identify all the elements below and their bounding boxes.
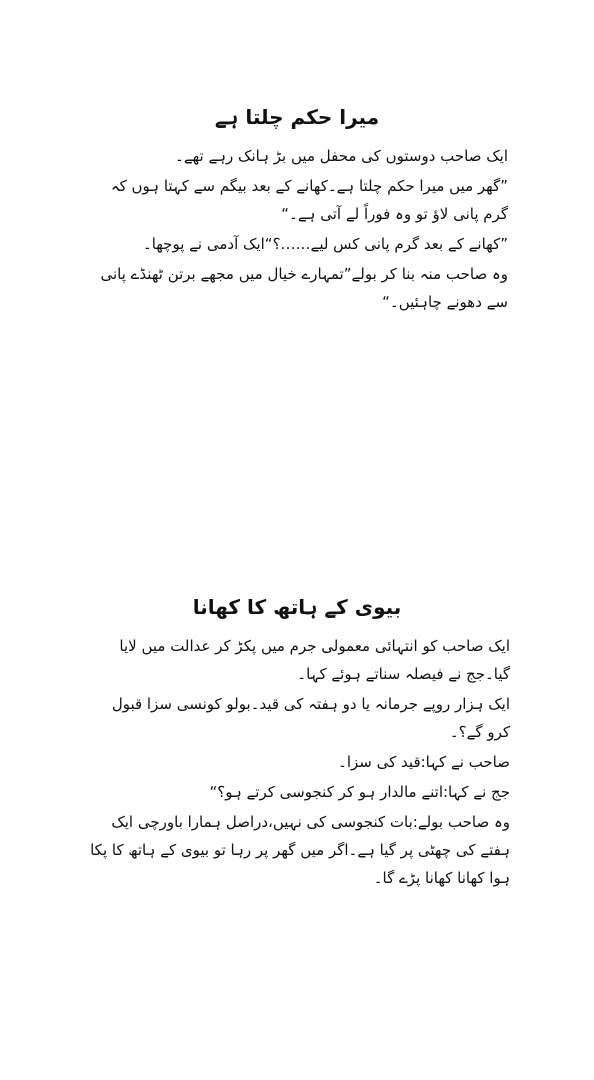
story-title: بیوی کے ہاتھ کا کھانا bbox=[192, 595, 402, 619]
story-paragraph: جج نے کہا:اتنے مالدار ہو کر کنجوسی کرتے ہو؟“ bbox=[209, 783, 510, 801]
story-paragraph: ایک صاحب کو انتہائی معمولی جرم میں پکڑ کر عدالت میں لایا گیا۔جج نے فیصلہ سناتے ہوئے کہا۔ bbox=[119, 637, 510, 683]
story-paragraph: ایک ہزار روپے جرمانہ یا دو ہفتہ کی قید۔بولو کونسی سزا قبول کرو گے؟۔ bbox=[111, 695, 510, 741]
story-biwi-ka-khana bbox=[0, 590, 594, 892]
story-paragraph: وہ صاحب بولے:بات کنجوسی کی نہیں،دراصل ہمارا باورچی ایک ہفتے کی چھٹی پر گیا ہے۔اگر میں گھر پر رہا تو بیوی کے ہاتھ کا پکا ہوا کھانا کھانا پڑے گا۔ bbox=[90, 813, 510, 887]
story-mera-hukm bbox=[0, 100, 594, 316]
story-paragraph: وہ صاحب منہ بنا کر بولے”تمہارے خیال میں مجھے برتن ٹھنڈے پانی سے دھونے چاہئیں۔“ bbox=[100, 265, 508, 311]
story-title: میرا حکم چلتا ہے bbox=[214, 105, 380, 129]
story-paragraph: ”گھر میں میرا حکم چلتا ہے۔کھانے کے بعد بیگم سے کہتا ہوں کہ گرم پانی لاؤ تو وہ فوراً لے آتی ہے۔“ bbox=[110, 177, 508, 223]
story-paragraph: ایک صاحب دوستوں کی محفل میں بڑ ہانک رہے تھے۔ bbox=[175, 147, 508, 165]
story-paragraph: صاحب نے کہا:قید کی سزا۔ bbox=[338, 753, 510, 771]
story-paragraph: ”کھانے کے بعد گرم پانی کس لیے……؟“ایک آدمی نے پوچھا۔ bbox=[142, 235, 508, 253]
